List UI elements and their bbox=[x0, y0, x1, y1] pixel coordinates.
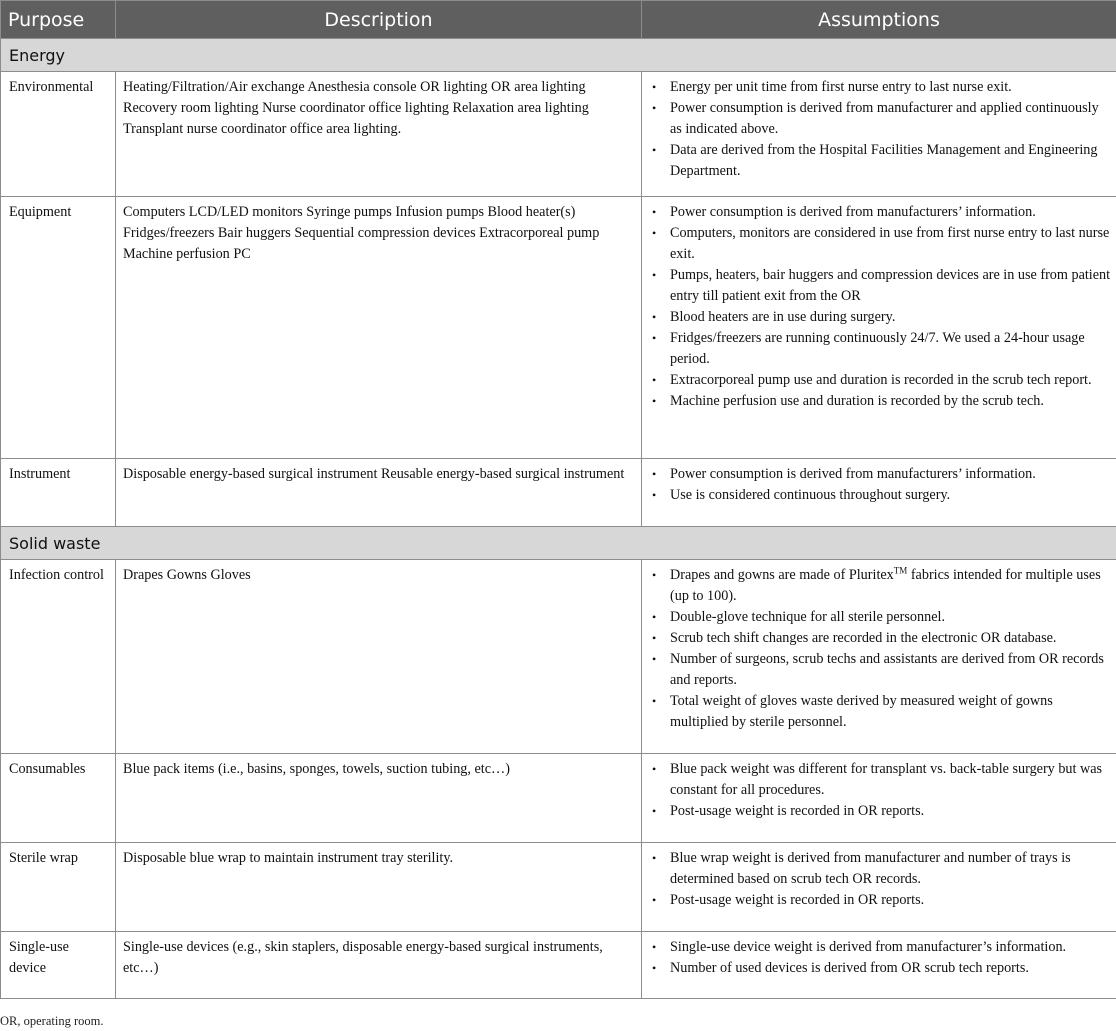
assumption-item: • Number of surgeons, scrub techs and assistants are derived from OR records and reports. bbox=[670, 649, 1112, 691]
table-row bbox=[1, 459, 1116, 527]
assumption-item: • Extracorporeal pump use and duration is recorded in the scrub tech report. bbox=[670, 370, 1112, 391]
section-title-energy: Energy bbox=[1, 39, 1116, 72]
assumption-item bbox=[670, 565, 1112, 607]
assumption-item: • Scrub tech shift changes are recorded in the electronic OR database. bbox=[670, 628, 1112, 649]
assumption-item: • Post-usage weight is recorded in OR reports. bbox=[670, 801, 1112, 822]
assumption-item: • Post-usage weight is recorded in OR reports. bbox=[670, 890, 1112, 911]
description-cell: Disposable energy-based surgical instrument Reusable energy-based surgical instrument bbox=[116, 459, 642, 527]
table-row bbox=[1, 754, 1116, 843]
assumption-item: • Blue pack weight was different for transplant vs. back-table surgery but was constant for all procedures. bbox=[670, 759, 1112, 801]
table-row bbox=[1, 843, 1116, 932]
assumption-item: • Energy per unit time from first nurse entry to last nurse exit. bbox=[670, 77, 1112, 98]
assumption-item: • Power consumption is derived from manufacturer and applied continuously as indicated above. bbox=[670, 98, 1112, 140]
header-purpose: Purpose bbox=[1, 1, 116, 39]
description-cell: Drapes Gowns Gloves bbox=[116, 560, 642, 754]
assumption-text: Drapes and gowns are made of Pluritex bbox=[670, 567, 894, 583]
section-row-solid-waste bbox=[1, 527, 1116, 560]
assumption-item: • Blood heaters are in use during surgery. bbox=[670, 307, 1112, 328]
section-row-energy bbox=[1, 39, 1116, 72]
table-header-row bbox=[1, 1, 1116, 39]
assumptions-cell bbox=[642, 754, 1116, 843]
assumption-item: • Data are derived from the Hospital Facilities Management and Engineering Department. bbox=[670, 140, 1112, 182]
assumption-item: • Double-glove technique for all sterile personnel. bbox=[670, 607, 1112, 628]
header-assumptions: Assumptions bbox=[642, 1, 1116, 39]
assumption-item: • Pumps, heaters, bair huggers and compression devices are in use from patient entry till patient exit from the OR bbox=[670, 265, 1112, 307]
assumption-item: • Single-use device weight is derived from manufacturer’s information. bbox=[670, 937, 1112, 958]
description-cell: Blue pack items (i.e., basins, sponges, towels, suction tubing, etc…) bbox=[116, 754, 642, 843]
assumption-item: • Number of used devices is derived from OR scrub tech reports. bbox=[670, 958, 1112, 979]
purpose-cell: Infection control bbox=[1, 560, 116, 754]
assumptions-list bbox=[648, 848, 1112, 911]
purpose-cell: Instrument bbox=[1, 459, 116, 527]
assumptions-cell bbox=[642, 459, 1116, 527]
assumption-item: • Blue wrap weight is derived from manufacturer and number of trays is determined based on scrub tech OR records. bbox=[670, 848, 1112, 890]
table-row bbox=[1, 72, 1116, 197]
assumptions-list bbox=[648, 937, 1112, 979]
assumptions-list bbox=[648, 464, 1112, 506]
assumptions-cell bbox=[642, 932, 1116, 999]
table-footnote: OR, operating room. bbox=[0, 1014, 104, 1028]
description-cell: Single-use devices (e.g., skin staplers, disposable energy-based surgical instruments, etc…) bbox=[116, 932, 642, 999]
purpose-cell: Equipment bbox=[1, 197, 116, 459]
assumptions-cell bbox=[642, 72, 1116, 197]
section-title-solid-waste: Solid waste bbox=[1, 527, 1116, 560]
assumption-item: • Machine perfusion use and duration is recorded by the scrub tech. bbox=[670, 391, 1112, 412]
description-cell: Disposable blue wrap to maintain instrument tray sterility. bbox=[116, 843, 642, 932]
assumption-text-rest: fabrics intended for multiple uses (up to 100). bbox=[670, 567, 1101, 604]
assumptions-cell bbox=[642, 560, 1116, 754]
purpose-cell: Environmental bbox=[1, 72, 116, 197]
assumptions-list bbox=[648, 77, 1112, 182]
purpose-cell: Single-use device bbox=[1, 932, 116, 999]
assumptions-list bbox=[648, 759, 1112, 822]
table-row bbox=[1, 932, 1116, 999]
assumption-item: • Use is considered continuous throughout surgery. bbox=[670, 485, 1112, 506]
assumption-item: • Total weight of gloves waste derived by measured weight of gowns multiplied by sterile personnel. bbox=[670, 691, 1112, 733]
assumption-item: • Computers, monitors are considered in use from first nurse entry to last nurse exit. bbox=[670, 223, 1112, 265]
assumption-item: • Fridges/freezers are running continuously 24/7. We used a 24-hour usage period. bbox=[670, 328, 1112, 370]
table-row bbox=[1, 197, 1116, 459]
purpose-cell: Consumables bbox=[1, 754, 116, 843]
description-cell: Heating/Filtration/Air exchange Anesthesia console OR lighting OR area lighting Recovery room lighting Nurse coordinator office lighting Relaxation area lighting Transplant nurse coordinator office area lighting. bbox=[116, 72, 642, 197]
trademark-superscript: TM bbox=[893, 565, 908, 576]
assumptions-cell bbox=[642, 843, 1116, 932]
header-description: Description bbox=[116, 1, 642, 39]
table-row bbox=[1, 560, 1116, 754]
assumption-item: • Power consumption is derived from manufacturers’ information. bbox=[670, 202, 1112, 223]
purpose-cell: Sterile wrap bbox=[1, 843, 116, 932]
description-cell: Computers LCD/LED monitors Syringe pumps Infusion pumps Blood heater(s) Fridges/freezers Bair huggers Sequential compression devices Extracorporeal pump Machine perfusion PC bbox=[116, 197, 642, 459]
assumptions-list bbox=[648, 565, 1112, 733]
assumptions-cell bbox=[642, 197, 1116, 459]
assumptions-list bbox=[648, 202, 1112, 412]
assumption-item: • Power consumption is derived from manufacturers’ information. bbox=[670, 464, 1112, 485]
